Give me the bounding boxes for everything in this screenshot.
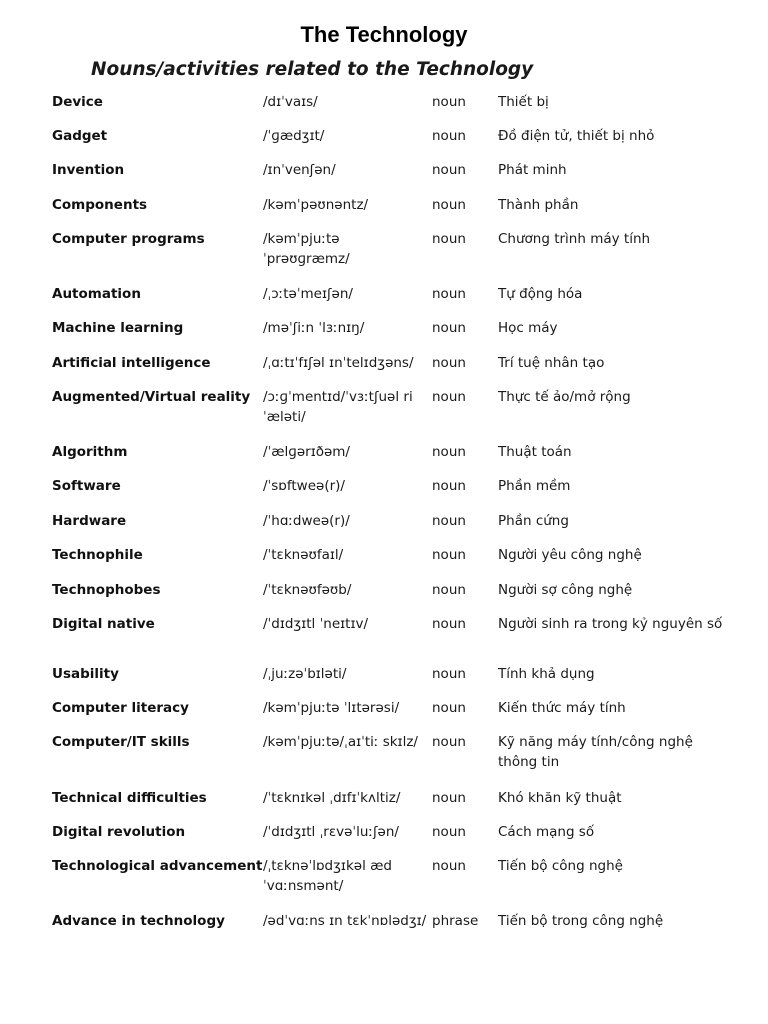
vocab-pronunciation: /ˈɡædʒɪt/ [263, 128, 325, 144]
vocab-part-of-speech: noun [432, 94, 466, 110]
vocab-meaning: Thuật toán [498, 444, 572, 460]
vocab-part-of-speech: noun [432, 389, 466, 405]
vocab-pronunciation: /məˈʃiːn ˈlɜːnɪŋ/ [263, 320, 365, 336]
vocab-term: Automation [52, 286, 141, 302]
vocab-term: Usability [52, 666, 119, 682]
vocab-term: Invention [52, 162, 125, 178]
vocab-meaning: Thành phần [498, 197, 579, 213]
vocab-part-of-speech: noun [432, 320, 466, 336]
vocab-meaning: Thực tế ảo/mở rộng [498, 389, 631, 405]
vocab-pronunciation: /dɪˈvaɪs/ [263, 94, 318, 110]
vocab-term: Machine learning [52, 320, 184, 336]
vocab-meaning: Người sinh ra trong kỷ nguyên số [498, 616, 723, 632]
vocab-term: Components [52, 197, 148, 213]
vocab-pronunciation: /kəmˈpjuːtə ˈprəʊɡræmz/ [263, 231, 350, 267]
vocab-pronunciation: /ˈtɛknəʊfaɪl/ [263, 547, 344, 563]
vocab-part-of-speech: noun [432, 444, 466, 460]
vocab-part-of-speech: noun [432, 128, 466, 144]
vocab-meaning: Tự động hóa [498, 286, 583, 302]
vocab-term: Artificial intelligence [52, 355, 211, 371]
vocab-term: Digital revolution [52, 824, 186, 840]
vocab-part-of-speech: noun [432, 616, 466, 632]
vocab-meaning: Tính khả dụng [498, 666, 595, 682]
vocab-part-of-speech: noun [432, 286, 466, 302]
vocab-pronunciation: /ˌjuːzəˈbɪləti/ [263, 666, 347, 682]
vocab-part-of-speech: noun [432, 513, 466, 529]
vocab-term: Technophobes [52, 582, 161, 598]
vocab-meaning: Tiến bộ trong công nghệ [498, 913, 664, 929]
vocab-meaning: Người sợ công nghệ [498, 582, 633, 598]
vocab-pronunciation: /ˈtɛknəʊfəʊb/ [263, 582, 352, 598]
vocab-part-of-speech: noun [432, 547, 466, 563]
vocab-meaning: Phát minh [498, 162, 567, 178]
vocab-pronunciation: /ˌtɛknəˈlɒdʒɪkəl ædˈvɑːnsmənt/ [263, 858, 392, 894]
page-subtitle: Nouns/activities related to the Technology [91, 59, 534, 80]
vocab-meaning: Chương trình máy tính [498, 231, 651, 247]
vocab-pronunciation: /ˈtɛknɪkəl ˌdɪfɪˈkʌltiz/ [263, 790, 401, 806]
vocab-term: Device [52, 94, 103, 110]
vocab-part-of-speech: noun [432, 790, 466, 806]
vocab-part-of-speech: noun [432, 824, 466, 840]
vocab-term: Digital native [52, 616, 155, 632]
vocab-part-of-speech: noun [432, 231, 466, 247]
vocab-meaning: Kỹ năng máy tính/công nghệ thông tin [498, 734, 693, 770]
vocab-term: Hardware [52, 513, 127, 529]
vocab-part-of-speech: noun [432, 734, 466, 750]
vocab-meaning: Đồ điện tử, thiết bị nhỏ [498, 128, 655, 144]
vocab-part-of-speech: noun [432, 666, 466, 682]
vocab-meaning: Học máy [498, 320, 558, 336]
vocab-pronunciation: /kəmˈpjuːtə/ˌaɪˈtiː skɪlz/ [263, 734, 418, 750]
vocab-part-of-speech: noun [432, 478, 466, 494]
vocab-term: Advance in technology [52, 913, 225, 929]
vocab-pronunciation: /ˌɔːtəˈmeɪʃən/ [263, 286, 353, 302]
vocab-meaning: Người yêu công nghệ [498, 547, 642, 563]
vocab-meaning: Phần mềm [498, 478, 571, 494]
vocab-meaning: Tiến bộ công nghệ [498, 858, 623, 874]
vocab-pronunciation: /ˌɑːtɪˈfɪʃəl ɪnˈtelɪdʒəns/ [263, 355, 414, 371]
vocab-part-of-speech: noun [432, 858, 466, 874]
vocab-term: Technological advancement [52, 858, 263, 874]
vocab-meaning: Trí tuệ nhân tạo [498, 355, 605, 371]
vocab-meaning: Khó khăn kỹ thuật [498, 790, 622, 806]
vocab-meaning: Thiết bị [498, 94, 549, 110]
vocab-term: Software [52, 478, 121, 494]
vocab-pronunciation: /ˈdɪdʒɪtl ˈneɪtɪv/ [263, 616, 369, 632]
vocab-term: Technical difficulties [52, 790, 207, 806]
vocab-meaning: Phần cứng [498, 513, 569, 529]
vocab-part-of-speech: phrase [432, 913, 479, 929]
vocab-pronunciation: /ɔːɡˈmentɪd/ˈvɜːtʃuəl riˈæləti/ [263, 389, 413, 425]
vocab-term: Computer programs [52, 231, 205, 247]
vocab-part-of-speech: noun [432, 162, 466, 178]
vocab-meaning: Kiến thức máy tính [498, 700, 626, 716]
vocab-pronunciation: /ˈælɡərɪðəm/ [263, 444, 350, 460]
vocab-term: Technophile [52, 547, 143, 563]
vocab-pronunciation: /ˈdɪdʒɪtl ˌrɛvəˈluːʃən/ [263, 824, 399, 840]
vocab-pronunciation: /kəmˈpjuːtə ˈlɪtərəsi/ [263, 700, 400, 716]
vocab-term: Algorithm [52, 444, 128, 460]
vocab-meaning: Cách mạng số [498, 824, 595, 840]
vocab-part-of-speech: noun [432, 197, 466, 213]
vocab-term: Computer/IT skills [52, 734, 190, 750]
vocab-pronunciation: /ədˈvɑːns ɪn tɛkˈnɒlədʒɪ/ [263, 913, 427, 929]
vocab-term: Augmented/Virtual reality [52, 389, 251, 405]
vocab-part-of-speech: noun [432, 700, 466, 716]
page-title: The Technology [300, 22, 468, 47]
vocab-pronunciation: /ˈsɒftweə(r)/ [263, 478, 345, 494]
vocab-term: Computer literacy [52, 700, 189, 716]
vocab-pronunciation: /kəmˈpəʊnəntz/ [263, 197, 369, 213]
vocab-pronunciation: /ˈhɑːdweə(r)/ [263, 513, 350, 529]
vocab-pronunciation: /ɪnˈvenʃən/ [263, 162, 336, 178]
vocab-term: Gadget [52, 128, 108, 144]
vocab-part-of-speech: noun [432, 582, 466, 598]
vocab-part-of-speech: noun [432, 355, 466, 371]
